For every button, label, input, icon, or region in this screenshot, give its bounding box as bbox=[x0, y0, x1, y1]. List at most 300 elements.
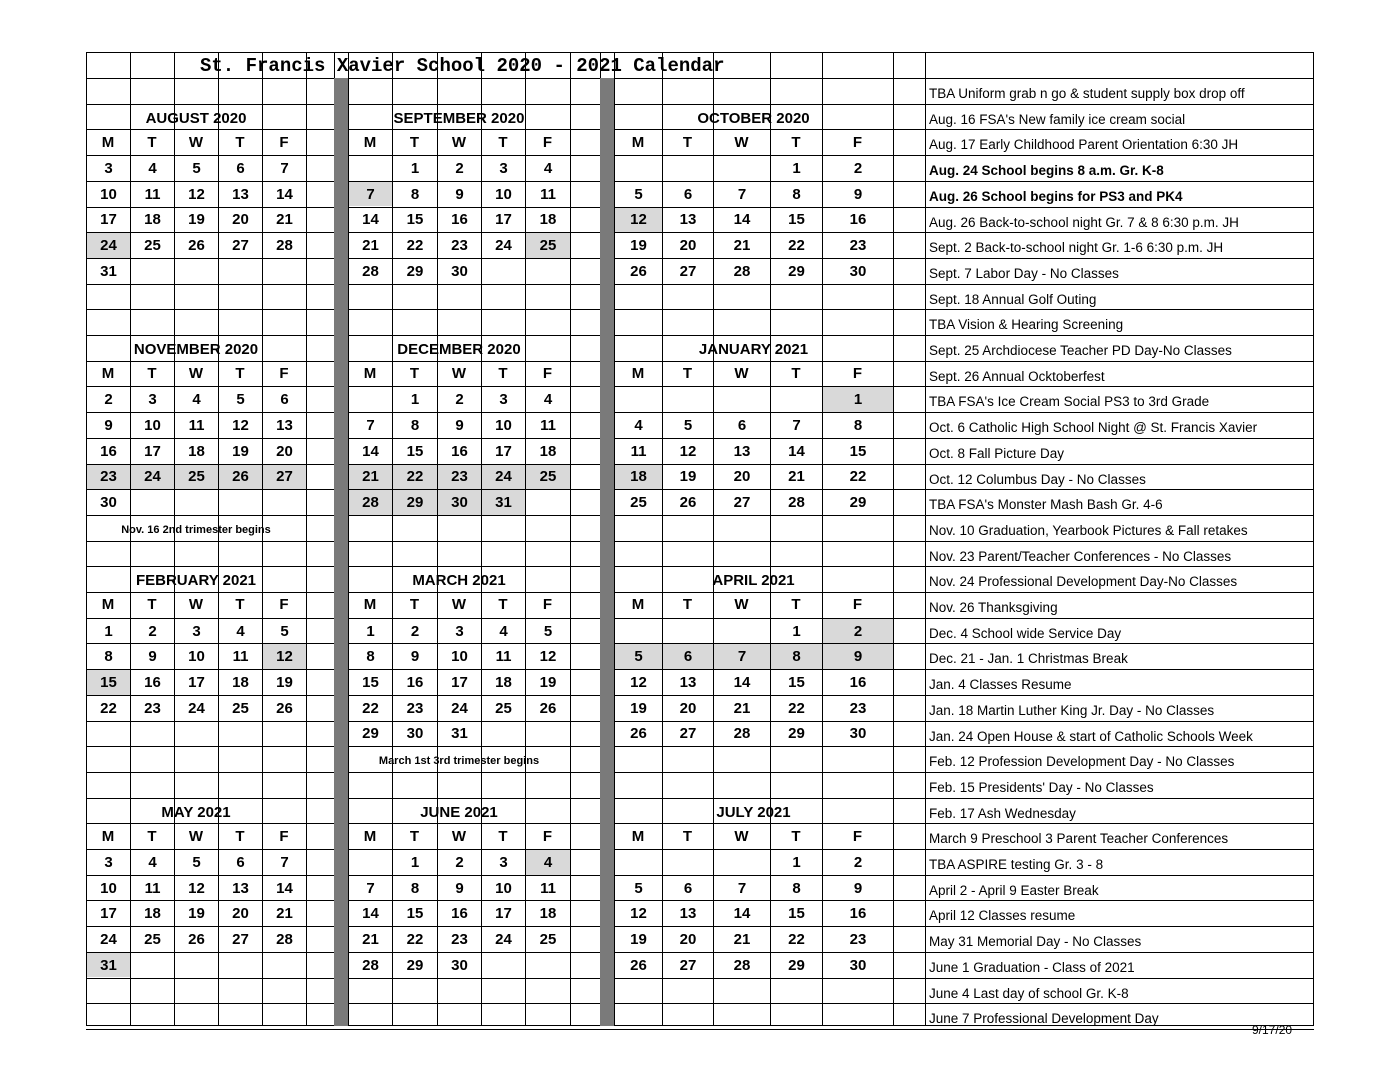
day-cell: 21 bbox=[733, 930, 751, 948]
day-cell: 7 bbox=[366, 879, 375, 897]
weekday-header: T bbox=[791, 596, 801, 614]
day-cell: 5 bbox=[543, 622, 553, 640]
event-item: TBA FSA's Ice Cream Social PS3 to 3rd Grade bbox=[929, 394, 1210, 410]
day-cell: 6 bbox=[683, 879, 693, 897]
day-cell: 14 bbox=[733, 211, 751, 229]
day-cell: 15 bbox=[788, 211, 805, 229]
day-cell: 18 bbox=[232, 673, 249, 691]
day-cell: 4 bbox=[192, 391, 201, 409]
weekday-header: F bbox=[279, 133, 289, 151]
weekday-header: F bbox=[279, 365, 289, 383]
day-cell: 28 bbox=[349, 490, 392, 515]
day-cell: 12 bbox=[615, 208, 662, 233]
month-title-august-2020: AUGUST 2020 bbox=[145, 109, 247, 127]
month-title-april-2021: APRIL 2021 bbox=[712, 572, 795, 590]
day-cell: 17 bbox=[495, 905, 512, 923]
day-cell: 13 bbox=[679, 905, 697, 923]
day-cell: 26 bbox=[630, 956, 647, 974]
weekday-header: F bbox=[852, 827, 863, 845]
day-cell: 7 bbox=[280, 853, 289, 871]
weekday-header: M bbox=[631, 827, 645, 845]
weekday-header: W bbox=[734, 133, 749, 151]
day-cell: 27 bbox=[232, 237, 249, 255]
day-cell: 3 bbox=[104, 853, 113, 871]
event-item: Dec. 4 School wide Service Day bbox=[929, 625, 1122, 641]
weekday-header: W bbox=[734, 365, 749, 383]
event-item: June 7 Professional Development Day bbox=[929, 1011, 1159, 1027]
day-cell: 3 bbox=[455, 622, 464, 640]
day-cell: 13 bbox=[276, 416, 293, 434]
event-item: TBA Uniform grab n go & student supply box drop off bbox=[929, 86, 1245, 101]
day-cell: 24 bbox=[131, 465, 174, 490]
day-cell: 8 bbox=[771, 644, 822, 669]
day-cell: 17 bbox=[495, 211, 512, 229]
day-cell: 14 bbox=[733, 673, 751, 691]
day-cell: 23 bbox=[849, 237, 867, 255]
day-cell: 26 bbox=[219, 465, 262, 490]
day-cell: 9 bbox=[455, 879, 464, 897]
day-cell: 8 bbox=[792, 879, 801, 897]
month-note: Nov. 16 2nd trimester begins bbox=[121, 523, 271, 536]
day-cell: 18 bbox=[144, 211, 161, 229]
day-cell: 2 bbox=[148, 622, 157, 640]
day-cell: 23 bbox=[438, 465, 481, 490]
day-cell: 17 bbox=[451, 673, 468, 691]
day-cell: 11 bbox=[495, 648, 512, 666]
weekday-header: T bbox=[791, 365, 801, 383]
day-cell: 17 bbox=[100, 211, 117, 229]
day-cell: 21 bbox=[733, 699, 751, 717]
day-cell: 24 bbox=[482, 465, 525, 490]
day-cell: 9 bbox=[853, 879, 863, 897]
event-item: Sept. 26 Annual Ocktoberfest bbox=[929, 368, 1105, 384]
day-cell: 22 bbox=[788, 237, 805, 255]
column-divider bbox=[925, 52, 926, 1026]
weekday-header: T bbox=[235, 365, 245, 383]
weekday-header: T bbox=[235, 133, 245, 151]
weekday-header: T bbox=[409, 596, 420, 614]
event-item: Aug. 24 School begins 8 a.m. Gr. K-8 bbox=[929, 163, 1164, 179]
day-cell: 3 bbox=[104, 159, 113, 177]
separator-band bbox=[600, 78, 614, 1026]
day-cell: 7 bbox=[737, 879, 747, 897]
day-cell: 15 bbox=[788, 905, 805, 923]
day-cell: 3 bbox=[148, 391, 157, 409]
page-title: St. Francis Xavier School 2020 - 2021 Calendar bbox=[200, 55, 725, 77]
weekday-header: T bbox=[147, 365, 157, 383]
day-cell: 20 bbox=[679, 930, 697, 948]
day-cell: 15 bbox=[406, 905, 424, 923]
month-title-june-2021: JUNE 2021 bbox=[420, 803, 498, 821]
row-divider bbox=[86, 284, 1314, 285]
day-cell: 19 bbox=[188, 211, 205, 229]
day-cell: 16 bbox=[849, 673, 867, 691]
day-cell: 25 bbox=[175, 465, 218, 490]
month-title-march-2021: MARCH 2021 bbox=[412, 572, 506, 590]
day-cell: 18 bbox=[539, 442, 557, 460]
day-cell: 29 bbox=[362, 725, 379, 743]
day-cell: 24 bbox=[495, 930, 512, 948]
day-cell: 13 bbox=[733, 442, 751, 460]
day-cell: 31 bbox=[100, 262, 117, 280]
day-cell: 18 bbox=[144, 905, 161, 923]
event-item: Sept. 25 Archdiocese Teacher PD Day-No Classes bbox=[929, 343, 1232, 358]
event-item: Sept. 2 Back-to-school night Gr. 1-6 6:30 p.m. JH bbox=[929, 240, 1224, 256]
day-cell: 18 bbox=[615, 465, 662, 490]
date-stamp: 9/17/20 bbox=[1252, 1023, 1293, 1037]
day-cell: 8 bbox=[104, 648, 113, 666]
weekday-header: W bbox=[451, 827, 467, 845]
weekday-header: M bbox=[631, 133, 645, 151]
day-cell: 20 bbox=[733, 468, 751, 486]
day-cell: 8 bbox=[410, 879, 420, 897]
day-cell: 16 bbox=[849, 211, 867, 229]
day-cell: 1 bbox=[366, 622, 375, 640]
day-cell: 29 bbox=[788, 262, 805, 280]
event-item: Aug. 17 Early Childhood Parent Orientation 6:30 JH bbox=[929, 137, 1239, 153]
day-cell: 4 bbox=[148, 853, 157, 871]
day-cell: 12 bbox=[188, 185, 205, 203]
day-cell: 12 bbox=[188, 879, 205, 897]
weekday-header: T bbox=[498, 365, 508, 383]
day-cell: 1 bbox=[410, 159, 420, 177]
day-cell: 24 bbox=[495, 237, 512, 255]
day-cell: 26 bbox=[188, 930, 205, 948]
day-cell: 12 bbox=[263, 644, 306, 669]
day-cell: 30 bbox=[451, 262, 468, 280]
event-item: Sept. 7 Labor Day - No Classes bbox=[929, 265, 1119, 281]
row-divider bbox=[86, 978, 1314, 979]
day-cell: 13 bbox=[679, 673, 697, 691]
weekday-header: F bbox=[542, 365, 553, 383]
day-cell: 10 bbox=[100, 185, 117, 203]
day-cell: 27 bbox=[679, 725, 697, 743]
day-cell: 22 bbox=[406, 930, 424, 948]
day-cell: 30 bbox=[100, 494, 117, 512]
weekday-header: T bbox=[498, 596, 508, 614]
day-cell: 26 bbox=[539, 699, 557, 717]
weekday-header: W bbox=[451, 365, 467, 383]
day-cell: 27 bbox=[263, 465, 306, 490]
day-cell: 29 bbox=[406, 262, 424, 280]
day-cell: 1 bbox=[792, 159, 801, 177]
day-cell: 12 bbox=[539, 648, 557, 666]
day-cell: 9 bbox=[853, 185, 863, 203]
day-cell: 18 bbox=[495, 673, 512, 691]
day-cell: 28 bbox=[362, 262, 379, 280]
weekday-header: M bbox=[101, 596, 115, 614]
weekday-header: F bbox=[279, 827, 289, 845]
day-cell: 7 bbox=[349, 182, 392, 207]
day-cell: 4 bbox=[148, 159, 157, 177]
day-cell: 16 bbox=[100, 442, 117, 460]
day-cell: 22 bbox=[849, 468, 867, 486]
day-cell: 17 bbox=[144, 442, 161, 460]
day-cell: 16 bbox=[406, 673, 424, 691]
event-item: Oct. 8 Fall Picture Day bbox=[929, 445, 1065, 461]
day-cell: 10 bbox=[495, 185, 512, 203]
event-item: March 9 Preschool 3 Parent Teacher Conferences bbox=[929, 831, 1229, 847]
event-item: April 12 Classes resume bbox=[929, 908, 1076, 924]
weekday-header: T bbox=[791, 827, 801, 845]
day-cell: 10 bbox=[495, 879, 512, 897]
event-item: Oct. 6 Catholic High School Night @ St. Francis Xavier bbox=[929, 420, 1258, 436]
day-cell: 6 bbox=[236, 853, 245, 871]
weekday-header: M bbox=[101, 133, 115, 151]
day-cell: 1 bbox=[792, 622, 801, 640]
weekday-header: M bbox=[363, 596, 377, 614]
event-item: Aug. 16 FSA's New family ice cream social bbox=[929, 111, 1186, 127]
day-cell: 1 bbox=[104, 622, 113, 640]
day-cell: 8 bbox=[366, 648, 375, 666]
day-cell: 25 bbox=[630, 494, 647, 512]
event-item: TBA FSA's Monster Mash Bash Gr. 4-6 bbox=[929, 497, 1163, 513]
day-cell: 8 bbox=[410, 416, 420, 434]
day-cell: 27 bbox=[679, 262, 697, 280]
day-cell: 25 bbox=[232, 699, 249, 717]
day-cell: 13 bbox=[232, 185, 249, 203]
day-cell: 24 bbox=[451, 699, 468, 717]
day-cell: 17 bbox=[495, 442, 512, 460]
day-cell: 27 bbox=[679, 956, 697, 974]
weekday-header: M bbox=[631, 596, 645, 614]
event-item: Nov. 23 Parent/Teacher Conferences - No Classes bbox=[929, 548, 1232, 564]
day-cell: 29 bbox=[849, 494, 867, 512]
weekday-header: M bbox=[363, 133, 377, 151]
day-cell: 22 bbox=[100, 699, 117, 717]
day-cell: 4 bbox=[543, 391, 553, 409]
separator-band bbox=[334, 78, 348, 1026]
column-divider bbox=[893, 52, 894, 1026]
day-cell: 7 bbox=[714, 644, 770, 669]
day-cell: 8 bbox=[792, 185, 801, 203]
weekday-header: F bbox=[279, 596, 289, 614]
day-cell: 19 bbox=[188, 905, 205, 923]
day-cell: 23 bbox=[451, 930, 468, 948]
event-item: Sept. 18 Annual Golf Outing bbox=[929, 291, 1097, 307]
weekday-header: W bbox=[451, 596, 467, 614]
day-cell: 23 bbox=[87, 465, 130, 490]
day-cell: 24 bbox=[188, 699, 205, 717]
day-cell: 12 bbox=[630, 905, 647, 923]
weekday-header: T bbox=[235, 596, 245, 614]
column-divider bbox=[306, 52, 307, 1026]
weekday-header: M bbox=[101, 365, 115, 383]
day-cell: 23 bbox=[849, 699, 867, 717]
day-cell: 14 bbox=[276, 185, 293, 203]
day-cell: 22 bbox=[406, 237, 424, 255]
day-cell: 29 bbox=[788, 956, 805, 974]
day-cell: 11 bbox=[540, 185, 556, 203]
month-title-november-2020: NOVEMBER 2020 bbox=[133, 341, 259, 358]
day-cell: 12 bbox=[679, 442, 697, 460]
day-cell: 3 bbox=[499, 853, 508, 871]
day-cell: 14 bbox=[362, 905, 379, 923]
day-cell: 10 bbox=[495, 416, 512, 434]
day-cell: 2 bbox=[455, 853, 464, 871]
weekday-header: F bbox=[852, 133, 863, 151]
weekday-header: T bbox=[409, 827, 420, 845]
day-cell: 9 bbox=[455, 185, 464, 203]
day-cell: 15 bbox=[406, 442, 424, 460]
day-cell: 31 bbox=[482, 490, 525, 515]
day-cell: 20 bbox=[232, 905, 249, 923]
day-cell: 25 bbox=[526, 233, 570, 258]
day-cell: 26 bbox=[679, 494, 697, 512]
weekday-header: T bbox=[409, 133, 420, 151]
day-cell: 19 bbox=[630, 930, 647, 948]
day-cell: 21 bbox=[788, 468, 805, 486]
day-cell: 6 bbox=[236, 159, 245, 177]
day-cell: 22 bbox=[362, 699, 379, 717]
day-cell: 28 bbox=[733, 262, 751, 280]
month-title-january-2021: JANUARY 2021 bbox=[698, 341, 809, 358]
day-cell: 12 bbox=[232, 416, 249, 434]
event-item: June 1 Graduation - Class of 2021 bbox=[929, 959, 1135, 975]
day-cell: 24 bbox=[100, 930, 117, 948]
day-cell: 21 bbox=[362, 930, 379, 948]
day-cell: 15 bbox=[788, 673, 805, 691]
column-divider bbox=[570, 52, 571, 1026]
day-cell: 2 bbox=[853, 853, 863, 871]
event-item: TBA Vision & Hearing Screening bbox=[929, 317, 1124, 333]
day-cell: 9 bbox=[455, 416, 464, 434]
day-cell: 3 bbox=[192, 622, 201, 640]
day-cell: 30 bbox=[849, 262, 867, 280]
day-cell: 23 bbox=[849, 930, 867, 948]
day-cell: 16 bbox=[849, 905, 867, 923]
day-cell: 14 bbox=[276, 879, 293, 897]
day-cell: 23 bbox=[406, 699, 424, 717]
day-cell: 27 bbox=[232, 930, 249, 948]
weekday-header: W bbox=[188, 596, 204, 614]
weekday-header: M bbox=[631, 365, 645, 383]
day-cell: 5 bbox=[615, 644, 662, 669]
day-cell: 11 bbox=[188, 416, 205, 434]
day-cell: 30 bbox=[849, 956, 867, 974]
day-cell: 4 bbox=[526, 850, 570, 875]
day-cell: 19 bbox=[539, 673, 557, 691]
event-item: Aug. 26 School begins for PS3 and PK4 bbox=[929, 188, 1183, 204]
day-cell: 25 bbox=[144, 930, 161, 948]
month-title-september-2020: SEPTEMBER 2020 bbox=[393, 109, 525, 127]
weekday-header: F bbox=[542, 133, 553, 151]
day-cell: 1 bbox=[410, 391, 420, 409]
weekday-header: W bbox=[734, 596, 749, 614]
day-cell: 28 bbox=[362, 956, 379, 974]
day-cell: 7 bbox=[737, 185, 747, 203]
weekday-header: M bbox=[363, 827, 377, 845]
weekday-header: F bbox=[542, 596, 553, 614]
day-cell: 5 bbox=[236, 391, 245, 409]
month-title-december-2020: DECEMBER 2020 bbox=[397, 341, 521, 358]
day-cell: 5 bbox=[634, 879, 643, 897]
day-cell: 19 bbox=[630, 237, 647, 255]
day-cell: 28 bbox=[733, 956, 751, 974]
day-cell: 11 bbox=[540, 416, 556, 434]
weekday-header: T bbox=[498, 133, 508, 151]
day-cell: 15 bbox=[362, 673, 379, 691]
day-cell: 5 bbox=[634, 185, 643, 203]
event-item: June 4 Last day of school Gr. K-8 bbox=[929, 985, 1129, 1001]
weekday-header: W bbox=[734, 827, 749, 845]
day-cell: 3 bbox=[499, 391, 508, 409]
day-cell: 22 bbox=[788, 699, 805, 717]
day-cell: 19 bbox=[276, 673, 293, 691]
weekday-header: F bbox=[852, 365, 863, 383]
day-cell: 6 bbox=[683, 185, 693, 203]
day-cell: 2 bbox=[410, 622, 420, 640]
day-cell: 6 bbox=[663, 644, 713, 669]
day-cell: 18 bbox=[188, 442, 205, 460]
day-cell: 29 bbox=[393, 490, 437, 515]
day-cell: 10 bbox=[144, 416, 161, 434]
weekday-header: T bbox=[498, 827, 508, 845]
day-cell: 5 bbox=[192, 853, 201, 871]
day-cell: 6 bbox=[737, 416, 747, 434]
weekday-header: M bbox=[363, 365, 377, 383]
day-cell: 16 bbox=[451, 905, 468, 923]
day-cell: 29 bbox=[788, 725, 805, 743]
weekday-header: T bbox=[147, 596, 157, 614]
day-cell: 24 bbox=[87, 233, 130, 258]
event-item: TBA ASPIRE testing Gr. 3 - 8 bbox=[929, 857, 1104, 872]
day-cell: 20 bbox=[276, 442, 293, 460]
event-item: Jan. 18 Martin Luther King Jr. Day - No Classes bbox=[929, 702, 1215, 718]
event-item: Aug. 26 Back-to-school night Gr. 7 & 8 6:30 p.m. JH bbox=[929, 214, 1239, 230]
day-cell: 11 bbox=[232, 648, 249, 666]
day-cell: 21 bbox=[349, 465, 392, 490]
weekday-header: T bbox=[147, 827, 157, 845]
month-title-february-2021: FEBRUARY 2021 bbox=[135, 572, 257, 590]
day-cell: 23 bbox=[144, 699, 161, 717]
day-cell: 14 bbox=[362, 442, 379, 460]
day-cell: 19 bbox=[630, 699, 647, 717]
weekday-header: T bbox=[147, 133, 157, 151]
weekday-header: T bbox=[682, 827, 693, 845]
day-cell: 2 bbox=[823, 619, 893, 644]
day-cell: 21 bbox=[276, 211, 293, 229]
day-cell: 26 bbox=[630, 262, 647, 280]
event-item: Oct. 12 Columbus Day - No Classes bbox=[929, 471, 1146, 487]
day-cell: 15 bbox=[87, 670, 130, 695]
day-cell: 10 bbox=[188, 648, 205, 666]
event-item: April 2 - April 9 Easter Break bbox=[929, 882, 1099, 898]
day-cell: 15 bbox=[849, 442, 867, 460]
day-cell: 30 bbox=[438, 490, 481, 515]
day-cell: 23 bbox=[451, 237, 468, 255]
weekday-header: W bbox=[188, 365, 204, 383]
day-cell: 2 bbox=[104, 391, 113, 409]
day-cell: 28 bbox=[276, 930, 293, 948]
day-cell: 1 bbox=[792, 853, 801, 871]
day-cell: 30 bbox=[451, 956, 468, 974]
day-cell: 9 bbox=[148, 648, 157, 666]
event-item: May 31 Memorial Day - No Classes bbox=[929, 934, 1142, 950]
day-cell: 13 bbox=[232, 879, 249, 897]
day-cell: 28 bbox=[733, 725, 751, 743]
event-item: Jan. 24 Open House & start of Catholic Schools Week bbox=[929, 728, 1253, 744]
day-cell: 5 bbox=[683, 416, 693, 434]
day-cell: 9 bbox=[823, 644, 893, 669]
day-cell: 2 bbox=[455, 159, 464, 177]
day-cell: 25 bbox=[526, 465, 570, 490]
day-cell: 7 bbox=[366, 416, 375, 434]
month-note: March 1st 3rd trimester begins bbox=[378, 755, 540, 768]
day-cell: 9 bbox=[410, 648, 420, 666]
day-cell: 11 bbox=[540, 879, 556, 897]
day-cell: 18 bbox=[539, 211, 557, 229]
